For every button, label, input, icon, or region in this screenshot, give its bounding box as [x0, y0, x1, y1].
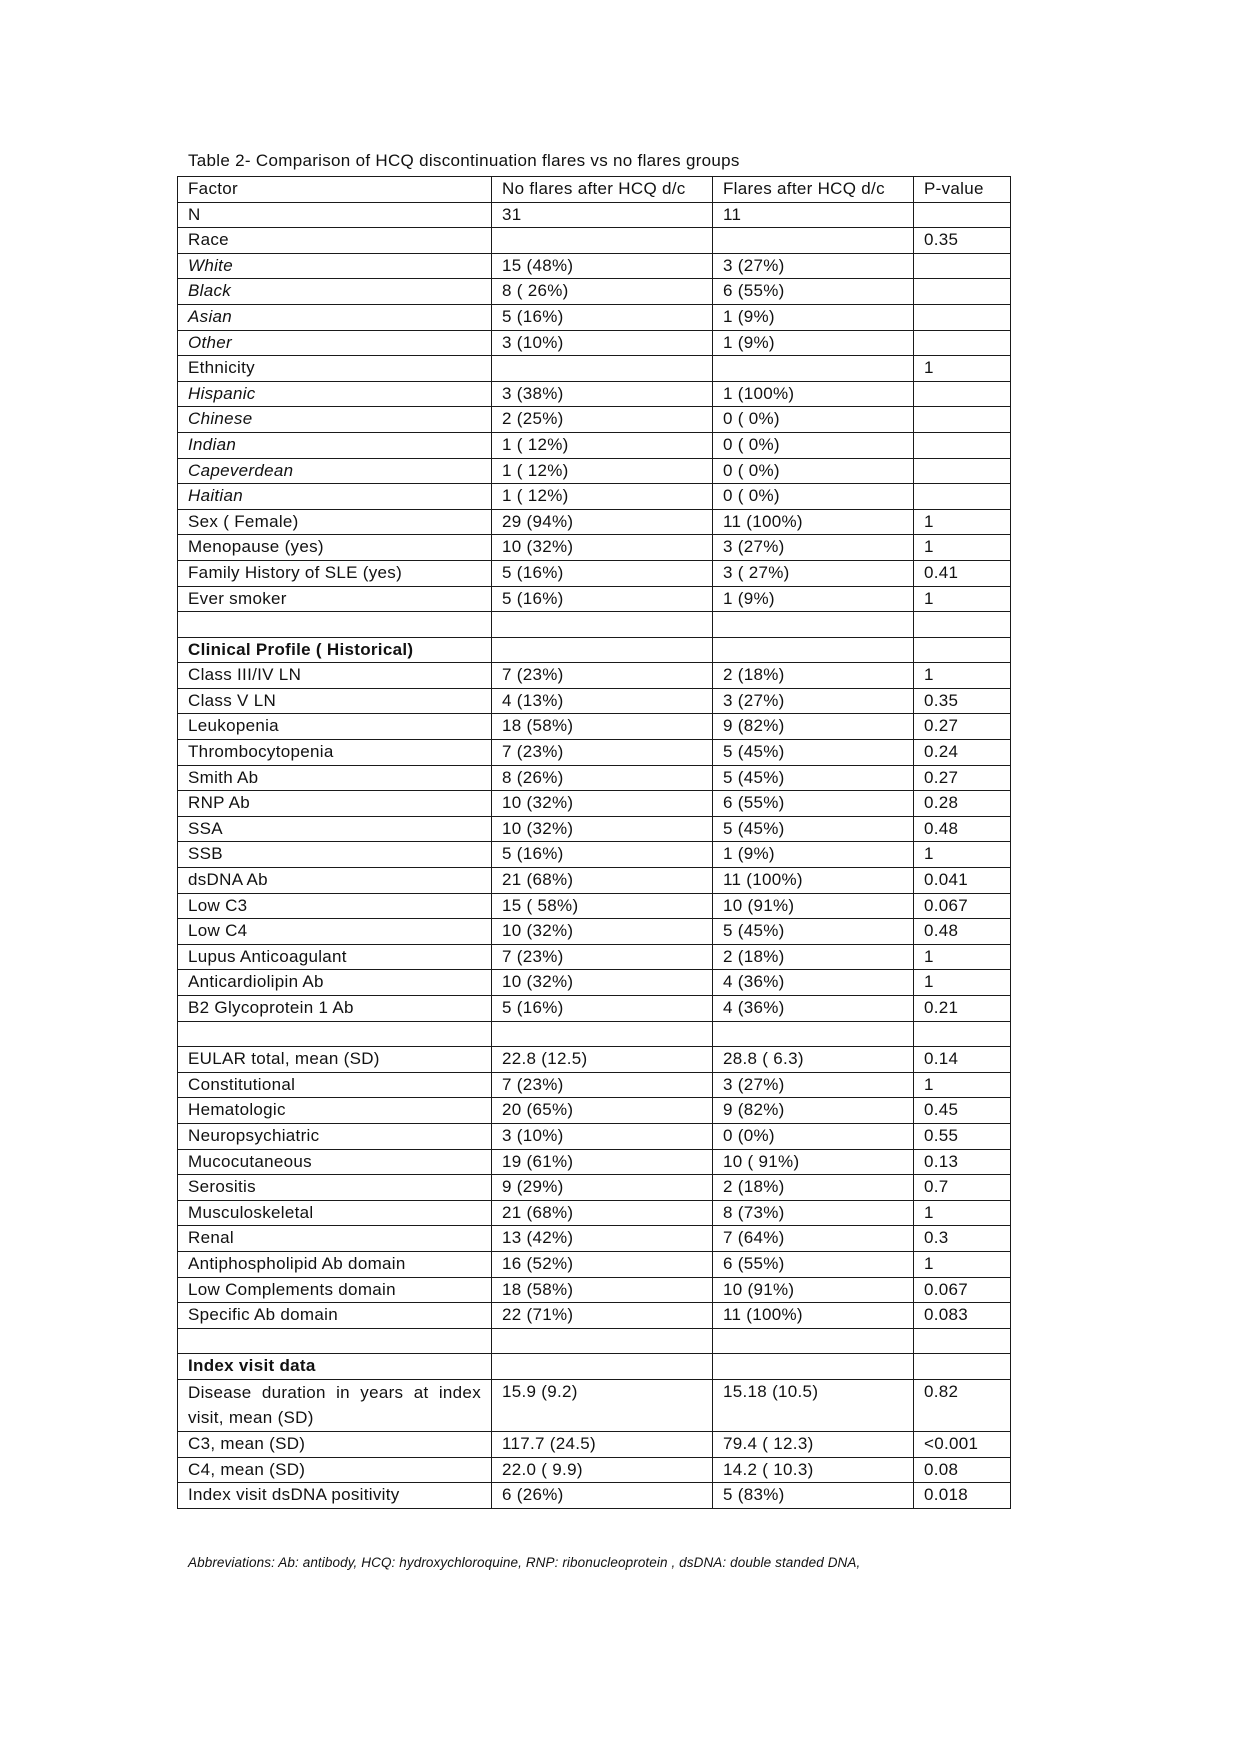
factor-cell: Race [178, 228, 492, 254]
p-value-cell: 0.018 [914, 1483, 1011, 1509]
no-flares-cell: 7 (23%) [492, 663, 713, 689]
factor-cell: Index visit data [178, 1354, 492, 1380]
no-flares-cell: 5 (16%) [492, 304, 713, 330]
flares-cell: 7 (64%) [713, 1226, 914, 1252]
factor-cell: Other [178, 330, 492, 356]
p-value-cell: 1 [914, 663, 1011, 689]
p-value-cell [914, 1021, 1011, 1047]
p-value-cell [914, 484, 1011, 510]
table-row [178, 330, 1011, 356]
flares-cell: 0 ( 0%) [713, 432, 914, 458]
factor-cell: Index visit dsDNA positivity [178, 1483, 492, 1509]
factor-cell: Disease duration in years at index visit, mean (SD) [178, 1379, 492, 1431]
no-flares-cell: 21 (68%) [492, 868, 713, 894]
table-row [178, 1431, 1011, 1457]
flares-cell: 5 (45%) [713, 816, 914, 842]
factor-cell: Thrombocytopenia [178, 740, 492, 766]
no-flares-cell: 5 (16%) [492, 842, 713, 868]
p-value-cell: 1 [914, 970, 1011, 996]
no-flares-cell: 3 (10%) [492, 330, 713, 356]
factor-cell: RNP Ab [178, 791, 492, 817]
factor-cell: Class V LN [178, 688, 492, 714]
flares-cell: 5 (83%) [713, 1483, 914, 1509]
factor-cell: N [178, 202, 492, 228]
abbreviations-footnote: Abbreviations: Ab: antibody, HCQ: hydroxychloroquine, RNP: ribonucleoprotein , dsDNA: double standed DNA, [188, 1555, 861, 1570]
factor-cell: Family History of SLE (yes) [178, 560, 492, 586]
flares-cell: 0 (0%) [713, 1123, 914, 1149]
table-row [178, 1175, 1011, 1201]
no-flares-cell: 22.0 ( 9.9) [492, 1457, 713, 1483]
factor-cell: Low C3 [178, 893, 492, 919]
p-value-cell: 0.083 [914, 1303, 1011, 1329]
factor-cell: Black [178, 279, 492, 305]
table-row [178, 1200, 1011, 1226]
table-row [178, 560, 1011, 586]
table-row [178, 612, 1011, 638]
flares-cell: 0 ( 0%) [713, 407, 914, 433]
no-flares-cell [492, 637, 713, 663]
header-factor: Factor [178, 177, 492, 203]
p-value-cell: 1 [914, 586, 1011, 612]
flares-cell [713, 1354, 914, 1380]
factor-cell: Class III/IV LN [178, 663, 492, 689]
flares-cell [713, 1328, 914, 1354]
p-value-cell: 0.28 [914, 791, 1011, 817]
no-flares-cell: 10 (32%) [492, 970, 713, 996]
table-row [178, 1328, 1011, 1354]
flares-cell: 5 (45%) [713, 765, 914, 791]
no-flares-cell: 31 [492, 202, 713, 228]
p-value-cell: 0.55 [914, 1123, 1011, 1149]
table-row [178, 1457, 1011, 1483]
flares-cell: 1 (9%) [713, 586, 914, 612]
factor-cell: Menopause (yes) [178, 535, 492, 561]
no-flares-cell: 10 (32%) [492, 816, 713, 842]
p-value-cell: 0.82 [914, 1379, 1011, 1431]
table-row [178, 1047, 1011, 1073]
factor-cell: Chinese [178, 407, 492, 433]
p-value-cell: 0.13 [914, 1149, 1011, 1175]
flares-cell: 0 ( 0%) [713, 458, 914, 484]
table-row [178, 868, 1011, 894]
no-flares-cell: 6 (26%) [492, 1483, 713, 1509]
flares-cell: 2 (18%) [713, 944, 914, 970]
p-value-cell: 0.45 [914, 1098, 1011, 1124]
table-row [178, 1303, 1011, 1329]
header-flares: Flares after HCQ d/c [713, 177, 914, 203]
flares-cell: 3 (27%) [713, 535, 914, 561]
flares-cell [713, 612, 914, 638]
p-value-cell [914, 407, 1011, 433]
table-row [178, 765, 1011, 791]
table-row [178, 791, 1011, 817]
factor-cell: Specific Ab domain [178, 1303, 492, 1329]
table-caption: Table 2- Comparison of HCQ discontinuation flares vs no flares groups [188, 151, 740, 170]
table-row [178, 996, 1011, 1022]
factor-cell: Mucocutaneous [178, 1149, 492, 1175]
factor-cell: Ethnicity [178, 356, 492, 382]
factor-cell: Musculoskeletal [178, 1200, 492, 1226]
factor-cell: Antiphospholipid Ab domain [178, 1251, 492, 1277]
table-row [178, 1021, 1011, 1047]
table-row [178, 714, 1011, 740]
p-value-cell: 0.27 [914, 714, 1011, 740]
p-value-cell: 0.067 [914, 1277, 1011, 1303]
factor-cell: Ever smoker [178, 586, 492, 612]
p-value-cell: 1 [914, 535, 1011, 561]
no-flares-cell: 5 (16%) [492, 560, 713, 586]
flares-cell: 10 (91%) [713, 1277, 914, 1303]
table-row [178, 919, 1011, 945]
flares-cell: 4 (36%) [713, 996, 914, 1022]
p-value-cell: 0.7 [914, 1175, 1011, 1201]
no-flares-cell [492, 228, 713, 254]
no-flares-cell [492, 1021, 713, 1047]
flares-cell: 14.2 ( 10.3) [713, 1457, 914, 1483]
no-flares-cell: 15 (48%) [492, 253, 713, 279]
table-row [178, 381, 1011, 407]
factor-cell: Lupus Anticoagulant [178, 944, 492, 970]
flares-cell: 4 (36%) [713, 970, 914, 996]
p-value-cell [914, 330, 1011, 356]
factor-cell: B2 Glycoprotein 1 Ab [178, 996, 492, 1022]
comparison-table [177, 176, 1011, 1509]
factor-cell: SSA [178, 816, 492, 842]
no-flares-cell: 3 (38%) [492, 381, 713, 407]
flares-cell: 6 (55%) [713, 279, 914, 305]
flares-cell: 5 (45%) [713, 740, 914, 766]
no-flares-cell: 10 (32%) [492, 919, 713, 945]
flares-cell: 15.18 (10.5) [713, 1379, 914, 1431]
flares-cell: 1 (9%) [713, 304, 914, 330]
factor-cell [178, 1021, 492, 1047]
p-value-cell [914, 1328, 1011, 1354]
table-row [178, 1098, 1011, 1124]
no-flares-cell: 5 (16%) [492, 996, 713, 1022]
p-value-cell [914, 253, 1011, 279]
table-row [178, 842, 1011, 868]
factor-cell: Anticardiolipin Ab [178, 970, 492, 996]
p-value-cell: 0.35 [914, 688, 1011, 714]
factor-cell: Neuropsychiatric [178, 1123, 492, 1149]
table-row [178, 458, 1011, 484]
p-value-cell: 0.08 [914, 1457, 1011, 1483]
table-row [178, 356, 1011, 382]
p-value-cell: 0.067 [914, 893, 1011, 919]
p-value-cell [914, 202, 1011, 228]
flares-cell: 1 (9%) [713, 330, 914, 356]
p-value-cell: 0.35 [914, 228, 1011, 254]
table-row [178, 688, 1011, 714]
no-flares-cell: 3 (10%) [492, 1123, 713, 1149]
no-flares-cell: 21 (68%) [492, 1200, 713, 1226]
no-flares-cell: 117.7 (24.5) [492, 1431, 713, 1457]
p-value-cell: 0.21 [914, 996, 1011, 1022]
no-flares-cell: 10 (32%) [492, 791, 713, 817]
factor-cell: Indian [178, 432, 492, 458]
p-value-cell [914, 432, 1011, 458]
no-flares-cell: 5 (16%) [492, 586, 713, 612]
flares-cell: 11 [713, 202, 914, 228]
table-row [178, 407, 1011, 433]
p-value-cell: 1 [914, 944, 1011, 970]
table-row [178, 663, 1011, 689]
no-flares-cell: 1 ( 12%) [492, 484, 713, 510]
flares-cell: 5 (45%) [713, 919, 914, 945]
table-row [178, 1483, 1011, 1509]
no-flares-cell: 16 (52%) [492, 1251, 713, 1277]
table-row [178, 304, 1011, 330]
table-row [178, 1277, 1011, 1303]
no-flares-cell: 10 (32%) [492, 535, 713, 561]
p-value-cell: 0.48 [914, 816, 1011, 842]
flares-cell: 3 (27%) [713, 253, 914, 279]
p-value-cell [914, 279, 1011, 305]
flares-cell: 3 (27%) [713, 688, 914, 714]
factor-cell: Hispanic [178, 381, 492, 407]
header-p-value: P-value [914, 177, 1011, 203]
no-flares-cell: 15 ( 58%) [492, 893, 713, 919]
table-row [178, 535, 1011, 561]
flares-cell: 9 (82%) [713, 714, 914, 740]
p-value-cell: 1 [914, 1072, 1011, 1098]
no-flares-cell: 7 (23%) [492, 944, 713, 970]
table-row [178, 586, 1011, 612]
p-value-cell: 0.041 [914, 868, 1011, 894]
factor-cell: C3, mean (SD) [178, 1431, 492, 1457]
factor-cell: Constitutional [178, 1072, 492, 1098]
table-row [178, 202, 1011, 228]
no-flares-cell [492, 356, 713, 382]
p-value-cell: 0.41 [914, 560, 1011, 586]
flares-cell [713, 1021, 914, 1047]
factor-cell: Sex ( Female) [178, 509, 492, 535]
factor-cell: Clinical Profile ( Historical) [178, 637, 492, 663]
p-value-cell: 1 [914, 1200, 1011, 1226]
p-value-cell [914, 304, 1011, 330]
table-row [178, 893, 1011, 919]
flares-cell [713, 637, 914, 663]
p-value-cell: 1 [914, 356, 1011, 382]
table-row [178, 816, 1011, 842]
flares-cell: 10 ( 91%) [713, 1149, 914, 1175]
table-header-row [178, 177, 1011, 203]
table-row [178, 740, 1011, 766]
table-row [178, 1149, 1011, 1175]
no-flares-cell [492, 1328, 713, 1354]
no-flares-cell: 20 (65%) [492, 1098, 713, 1124]
table-row [178, 1072, 1011, 1098]
no-flares-cell: 9 (29%) [492, 1175, 713, 1201]
flares-cell: 3 (27%) [713, 1072, 914, 1098]
no-flares-cell: 18 (58%) [492, 714, 713, 740]
factor-cell: Capeverdean [178, 458, 492, 484]
table-row [178, 509, 1011, 535]
flares-cell: 28.8 ( 6.3) [713, 1047, 914, 1073]
factor-cell: White [178, 253, 492, 279]
no-flares-cell [492, 612, 713, 638]
flares-cell: 9 (82%) [713, 1098, 914, 1124]
p-value-cell: 1 [914, 842, 1011, 868]
p-value-cell: <0.001 [914, 1431, 1011, 1457]
p-value-cell: 0.48 [914, 919, 1011, 945]
no-flares-cell: 2 (25%) [492, 407, 713, 433]
factor-cell: EULAR total, mean (SD) [178, 1047, 492, 1073]
p-value-cell: 0.27 [914, 765, 1011, 791]
flares-cell [713, 356, 914, 382]
p-value-cell [914, 637, 1011, 663]
factor-cell: Smith Ab [178, 765, 492, 791]
table-row [178, 944, 1011, 970]
no-flares-cell: 7 (23%) [492, 740, 713, 766]
flares-cell: 0 ( 0%) [713, 484, 914, 510]
flares-cell: 6 (55%) [713, 791, 914, 817]
p-value-cell: 1 [914, 509, 1011, 535]
p-value-cell [914, 381, 1011, 407]
table-row [178, 228, 1011, 254]
flares-cell: 8 (73%) [713, 1200, 914, 1226]
no-flares-cell: 19 (61%) [492, 1149, 713, 1175]
p-value-cell: 0.24 [914, 740, 1011, 766]
flares-cell: 1 (9%) [713, 842, 914, 868]
p-value-cell [914, 612, 1011, 638]
no-flares-cell: 7 (23%) [492, 1072, 713, 1098]
p-value-cell: 0.14 [914, 1047, 1011, 1073]
factor-cell: Leukopenia [178, 714, 492, 740]
factor-cell [178, 1328, 492, 1354]
no-flares-cell: 29 (94%) [492, 509, 713, 535]
no-flares-cell: 15.9 (9.2) [492, 1379, 713, 1431]
p-value-cell [914, 1354, 1011, 1380]
no-flares-cell: 8 ( 26%) [492, 279, 713, 305]
factor-cell: SSB [178, 842, 492, 868]
section-header-row [178, 1354, 1011, 1380]
table-row [178, 484, 1011, 510]
no-flares-cell: 8 (26%) [492, 765, 713, 791]
flares-cell: 2 (18%) [713, 663, 914, 689]
flares-cell [713, 228, 914, 254]
p-value-cell [914, 458, 1011, 484]
no-flares-cell: 18 (58%) [492, 1277, 713, 1303]
header-no-flares: No flares after HCQ d/c [492, 177, 713, 203]
flares-cell: 11 (100%) [713, 1303, 914, 1329]
no-flares-cell: 13 (42%) [492, 1226, 713, 1252]
factor-cell: C4, mean (SD) [178, 1457, 492, 1483]
flares-cell: 11 (100%) [713, 509, 914, 535]
factor-cell: Haitian [178, 484, 492, 510]
flares-cell: 2 (18%) [713, 1175, 914, 1201]
no-flares-cell [492, 1354, 713, 1380]
table-row [178, 279, 1011, 305]
flares-cell: 11 (100%) [713, 868, 914, 894]
flares-cell: 3 ( 27%) [713, 560, 914, 586]
factor-cell: dsDNA Ab [178, 868, 492, 894]
no-flares-cell: 22 (71%) [492, 1303, 713, 1329]
p-value-cell: 1 [914, 1251, 1011, 1277]
table-row [178, 1226, 1011, 1252]
factor-cell: Renal [178, 1226, 492, 1252]
flares-cell: 6 (55%) [713, 1251, 914, 1277]
table-body [178, 177, 1011, 1509]
factor-cell: Low C4 [178, 919, 492, 945]
table-row [178, 970, 1011, 996]
no-flares-cell: 1 ( 12%) [492, 432, 713, 458]
factor-cell: Serositis [178, 1175, 492, 1201]
factor-cell [178, 612, 492, 638]
flares-cell: 10 (91%) [713, 893, 914, 919]
table-row [178, 253, 1011, 279]
factor-cell: Hematologic [178, 1098, 492, 1124]
table-row [178, 432, 1011, 458]
no-flares-cell: 1 ( 12%) [492, 458, 713, 484]
table-row [178, 1123, 1011, 1149]
table-row [178, 1379, 1011, 1431]
flares-cell: 1 (100%) [713, 381, 914, 407]
section-header-row [178, 637, 1011, 663]
no-flares-cell: 4 (13%) [492, 688, 713, 714]
factor-cell: Asian [178, 304, 492, 330]
factor-cell: Low Complements domain [178, 1277, 492, 1303]
table-row [178, 1251, 1011, 1277]
no-flares-cell: 22.8 (12.5) [492, 1047, 713, 1073]
p-value-cell: 0.3 [914, 1226, 1011, 1252]
flares-cell: 79.4 ( 12.3) [713, 1431, 914, 1457]
